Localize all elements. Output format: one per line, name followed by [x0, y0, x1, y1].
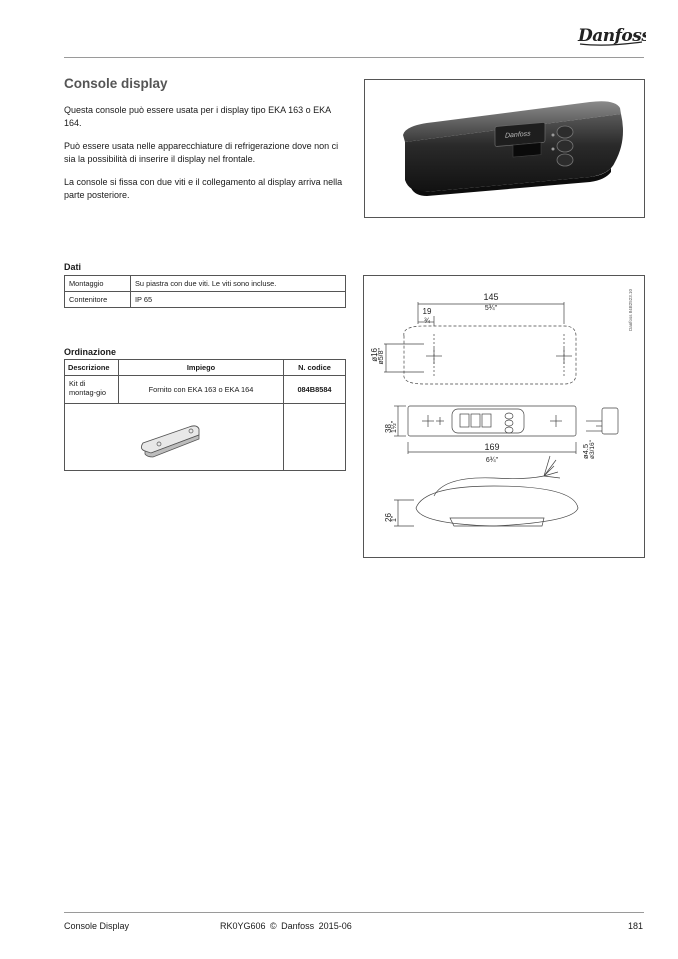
product-photo [364, 79, 645, 218]
danfoss-logo-graphic [576, 22, 646, 48]
logo-text: Danfoss [578, 26, 646, 46]
drawing-ref-code: Danfoss 84B2523.10 [628, 288, 633, 331]
dim-height: 38 [384, 424, 393, 433]
dim-depth: 26 [384, 513, 393, 522]
dim-screw-in: ø3/16" [589, 440, 596, 459]
dati-label: Contenitore [65, 292, 131, 308]
dim-screw: ø4.5 [581, 443, 590, 459]
footer-title: Console Display [64, 921, 130, 931]
footer-page-number: 181 [628, 921, 644, 931]
danfoss-logo [576, 22, 646, 48]
table-header-row [65, 360, 346, 376]
dim-length: 169 [484, 442, 500, 452]
svg-text:Danfoss: Danfoss [505, 130, 531, 140]
cell-descrizione: Kit di montag-gio [65, 376, 119, 404]
dati-table [64, 275, 346, 308]
top-rule [64, 57, 644, 58]
dati-heading: Dati [64, 262, 82, 272]
col-descrizione: Descrizione [65, 360, 119, 376]
footer-doc-ref: RK0YG606 © Danfoss 2015-06 [220, 921, 352, 931]
intro-paragraph-3: La console si fissa con due viti e il collegamento al display arriva nella parte posteriore. [64, 177, 343, 200]
dim-offset-in: ¾ [424, 318, 430, 325]
dim-width: 145 [483, 292, 499, 302]
dati-label: Montaggio [65, 276, 131, 292]
table-row [65, 276, 346, 292]
cell-codice: 084B8584 [284, 376, 346, 404]
dati-value: IP 65 [131, 292, 346, 308]
dim-width-in: 5¾" [484, 305, 498, 312]
dim-height-in: 1½" [391, 420, 398, 433]
table-row [65, 376, 346, 404]
dim-offset: 19 [422, 307, 432, 316]
ordinazione-heading: Ordinazione [64, 347, 117, 357]
dim-depth-in: 1" [391, 515, 398, 522]
table-row [65, 292, 346, 308]
cell-impiego: Fornito con EKA 163 o EKA 164 [119, 376, 284, 404]
col-impiego: Impiego [119, 360, 284, 376]
intro-paragraph-2: Può essere usata nelle apparecchiature di refrigerazione dove non ci sia la possibilità di inserire il display nel frontale. [64, 141, 339, 164]
dim-hole-in: ø5/8" [378, 348, 385, 365]
col-codice: N. codice [284, 360, 346, 376]
ordinazione-table [64, 359, 346, 471]
cell-kit-image [65, 404, 284, 471]
intro-text [64, 104, 349, 212]
cell-empty [284, 404, 346, 471]
dati-value: Su piastra con due viti. Le viti sono incluse. [131, 276, 346, 292]
mounting-kit-image [69, 407, 279, 465]
table-row [65, 404, 346, 471]
intro-paragraph-1: Questa console può essere usata per i display tipo EKA 163 o EKA 164. [64, 105, 331, 128]
dimension-drawing-graphic [364, 276, 644, 557]
dimension-drawing [363, 275, 645, 558]
dim-hole: ø16 [370, 348, 379, 362]
console-image [365, 80, 644, 217]
bottom-rule [64, 912, 644, 913]
page-title: Console display [64, 76, 168, 91]
dim-length-in: 6¾" [485, 457, 499, 464]
